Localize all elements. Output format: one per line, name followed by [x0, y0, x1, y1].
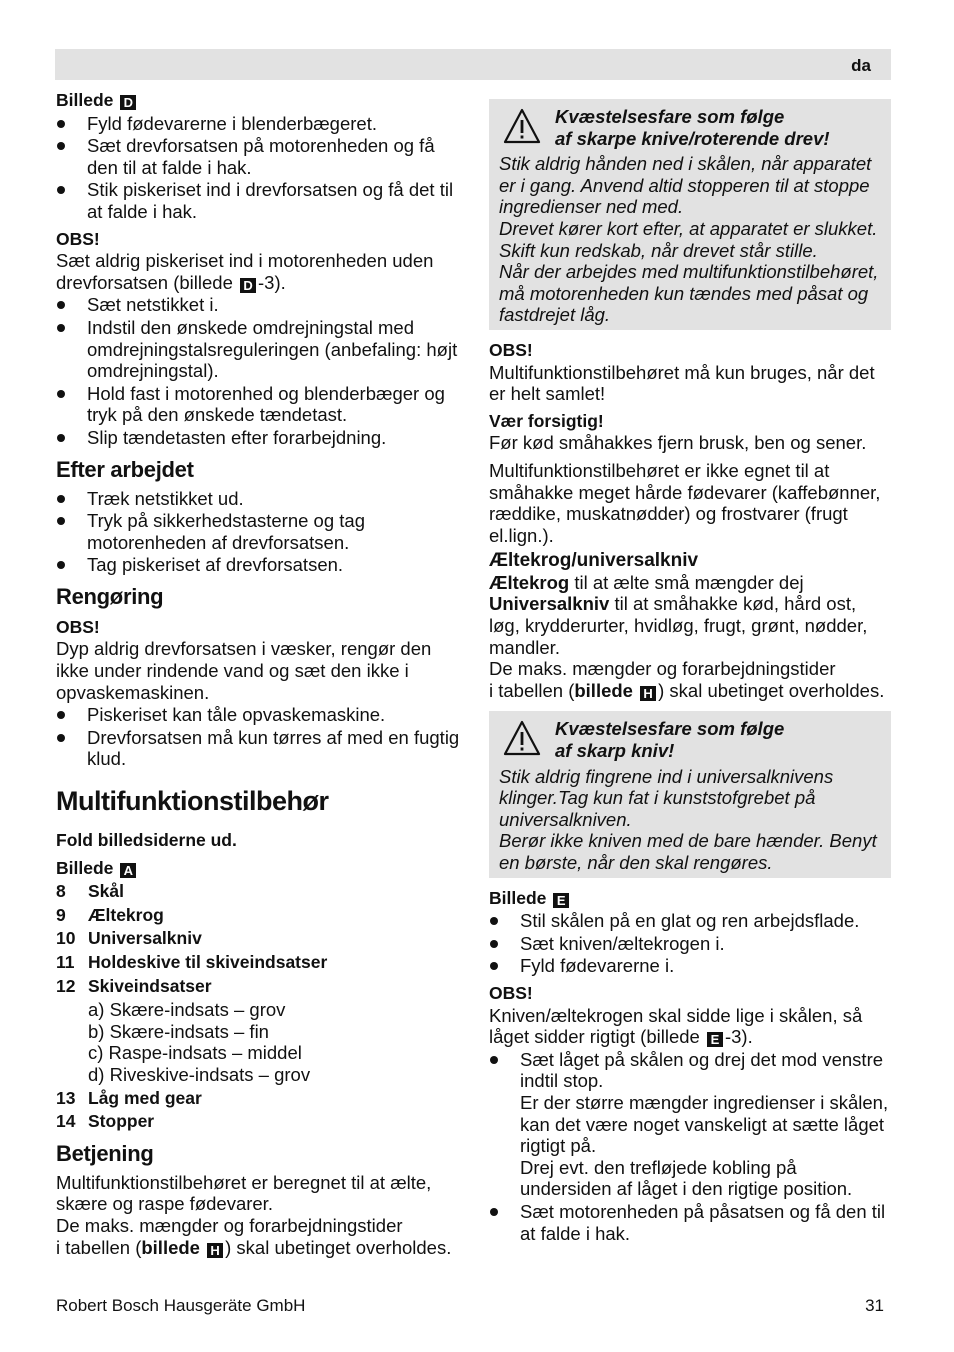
figure-ref-a: Billede A [56, 858, 466, 880]
parts-item: 9 Æltekrog [56, 904, 164, 925]
list-item: Stik piskeriset ind i drevforsatsen og få det til at falde i hak. [56, 179, 466, 222]
list-item: Sæt drevforsatsen på motorenheden og få den til at falde i hak. [56, 135, 466, 178]
list-item: Træk netstikket ud. [56, 488, 466, 510]
figure-h-icon: H [640, 686, 656, 701]
fold-note: Fold billedsiderne ud. [56, 830, 237, 851]
page-number: 31 [865, 1296, 884, 1315]
figure-ref-d: Billede D [56, 90, 466, 112]
warning-text: Stik aldrig hånden ned i skålen, når apparatet er i gang. Anvend altid stopperen til at stoppe ingredienser ned med. [499, 153, 872, 218]
list-item: Drevforsatsen må kun tørres af med en fugtig klud. [56, 727, 466, 770]
parts-item: 11 Holdeskive til skiveindsatser [56, 952, 328, 972]
steps-list-6 [489, 1049, 891, 1244]
warning-title: af skarpe knive/roterende drev! [555, 127, 830, 149]
warning-title: Kvæstelsesfare som følge [555, 718, 785, 740]
caution-text: Multifunktionstilbehøret er ikke egnet til at småhakke meget hårde fødevarer (kaffebønner, ræddike, muskatnødder) og frostvarer (frugt el.lign.). [489, 459, 881, 546]
steps-list-3 [56, 488, 466, 576]
list-item: Sæt låget på skålen og drej det mod venstre indtil stop. Er der større mængder ingredienser i skålen, kan det være noget vanskeligt at sætte låget rigtigt på. Drej evt. den trefløjede kobling på undersiden af låget i den rigtige position. [489, 1049, 891, 1200]
warning-text: Når der arbejdes med multifunktionstilbehøret, må motorenheden kun tændes med påsat og fastdrejet låg. [499, 261, 879, 326]
right-column [489, 99, 891, 1245]
subpart-item: a) Skære-indsats – grov [88, 999, 286, 1021]
list-item: Sæt kniven/æltekrogen i. [489, 933, 891, 955]
list-item: Tryk på sikkerhedstasterne og tag motorenheden af drevforsatsen. [56, 510, 466, 553]
warning-text: Stik aldrig fingrene ind i universalknivens klinger.Tag kun fat i kunststofgrebet på universalkniven. [499, 765, 834, 830]
aelte-text: i tabellen (billede H ) skal ubetinget overholdes. [489, 679, 885, 701]
parts-item: 14 Stopper [56, 1111, 155, 1132]
warning-box [489, 99, 891, 330]
aelte-text: De maks. mængder og forarbejdningstider [489, 658, 836, 680]
left-column [56, 90, 466, 1258]
obs-label: OBS! [489, 982, 533, 1003]
steps-list-5 [489, 910, 891, 977]
subpart-item: b) Skære-indsats – fin [88, 1020, 269, 1042]
parts-item: 13 Låg med gear [56, 1087, 202, 1108]
warning-title: Kvæstelsesfare som følge [555, 106, 785, 127]
list-item: Fyld fødevarerne i blenderbægeret. [56, 113, 466, 135]
heading-betjening: Betjening [56, 1140, 154, 1166]
header-bar [55, 49, 891, 80]
figure-e-icon: E [707, 1032, 723, 1047]
parts-list [56, 881, 466, 1133]
heading-efter-arbejdet: Efter arbejdet [56, 456, 194, 482]
figure-d-icon: D [240, 278, 256, 293]
warning-text: Berør ikke kniven med de bare hænder. Benyt en børste, når den skal rengøres. [499, 830, 877, 873]
warning-triangle-icon [503, 720, 541, 756]
warning-triangle-icon [503, 108, 541, 144]
subpart-item: d) Riveskive-indsats – grov [88, 1063, 311, 1085]
steps-list-4 [56, 704, 466, 770]
betjening-text: i tabellen (billede H ) skal ubetinget overholdes. [56, 1236, 452, 1258]
steps-list-1 [56, 113, 466, 223]
language-code: da [851, 56, 871, 75]
obs-label: OBS! [56, 616, 100, 637]
figure-a-icon: A [120, 863, 136, 878]
obs-text: Sæt aldrig piskeriset ind i motorenheden uden drevforsatsen (billede D -3). [56, 250, 434, 293]
aelte-text: Universalkniv til at småhakke kød, hård ost, løg, krydderurter, hvidløg, frugt, grønt, nødder, mandler. [489, 593, 868, 658]
heading-multifunktionstilbehor: Multifunktionstilbehør [56, 786, 329, 817]
list-item: Sæt netstikket i. [56, 294, 466, 316]
list-item: Piskeriset kan tåle opvaskemaskine. [56, 704, 466, 726]
figure-d-icon: D [120, 95, 136, 110]
list-item: Stil skålen på en glat og ren arbejdsflade. [489, 910, 891, 932]
warning-text: Drevet kører kort efter, at apparatet er slukket. Skift kun redskab, når drevet står stille. [499, 217, 878, 261]
warning-box [489, 711, 891, 877]
obs-text: Kniven/æltekrogen skal sidde lige i skålen, så låget sidder rigtigt (billede E -3). [489, 1004, 863, 1048]
parts-item: 8 Skål [56, 881, 124, 902]
aelte-text: Æltekrog til at ælte små mængder dej [489, 571, 804, 593]
obs-label: OBS! [56, 228, 100, 249]
obs-text: Multifunktionstilbehøret må kun bruges, når det er helt samlet! [489, 361, 875, 405]
caution-label: Vær forsigtig! [489, 410, 604, 431]
heading-rengoring: Rengøring [56, 583, 164, 609]
figure-h-icon: H [207, 1243, 223, 1258]
betjening-text: Multifunktionstilbehøret er beregnet til at ælte, skære og raspe fødevarer. [56, 1171, 432, 1215]
figure-ref-e: Billede E [489, 888, 891, 910]
betjening-text: De maks. mængder og forarbejdningstider [56, 1214, 403, 1236]
subpart-item: c) Raspe-indsats – middel [88, 1042, 302, 1064]
list-item: Hold fast i motorenhed og blenderbæger og tryk på den ønskede tændetast. [56, 383, 466, 426]
steps-list-2 [56, 294, 466, 448]
list-item: Sæt motorenheden på påsatsen og få den til at falde i hak. [489, 1201, 891, 1244]
heading-aeltekrog: Æltekrog/universalkniv [489, 550, 699, 572]
obs-label: OBS! [489, 339, 533, 360]
obs-text: Dyp aldrig drevforsatsen i væsker, rengør den ikke under rindende vand og sæt den ikke i opvaskemaskinen. [56, 638, 432, 703]
parts-item: 10 Universalkniv [56, 928, 202, 949]
figure-e-icon: E [553, 893, 569, 908]
footer-company: Robert Bosch Hausgeräte GmbH [56, 1296, 306, 1315]
list-item: Fyld fødevarerne i. [489, 955, 891, 977]
warning-title: af skarp kniv! [555, 740, 675, 762]
parts-item: 12 Skiveindsatser [56, 975, 212, 996]
caution-text: Før kød småhakkes fjern brusk, ben og sener. [489, 432, 867, 454]
list-item: Indstil den ønskede omdrejningstal med omdrejningstalsreguleringen (anbefaling: højt omdrejningstal). [56, 317, 466, 382]
list-item: Slip tændetasten efter forarbejdning. [56, 427, 466, 449]
list-item: Tag piskeriset af drevforsatsen. [56, 554, 466, 576]
